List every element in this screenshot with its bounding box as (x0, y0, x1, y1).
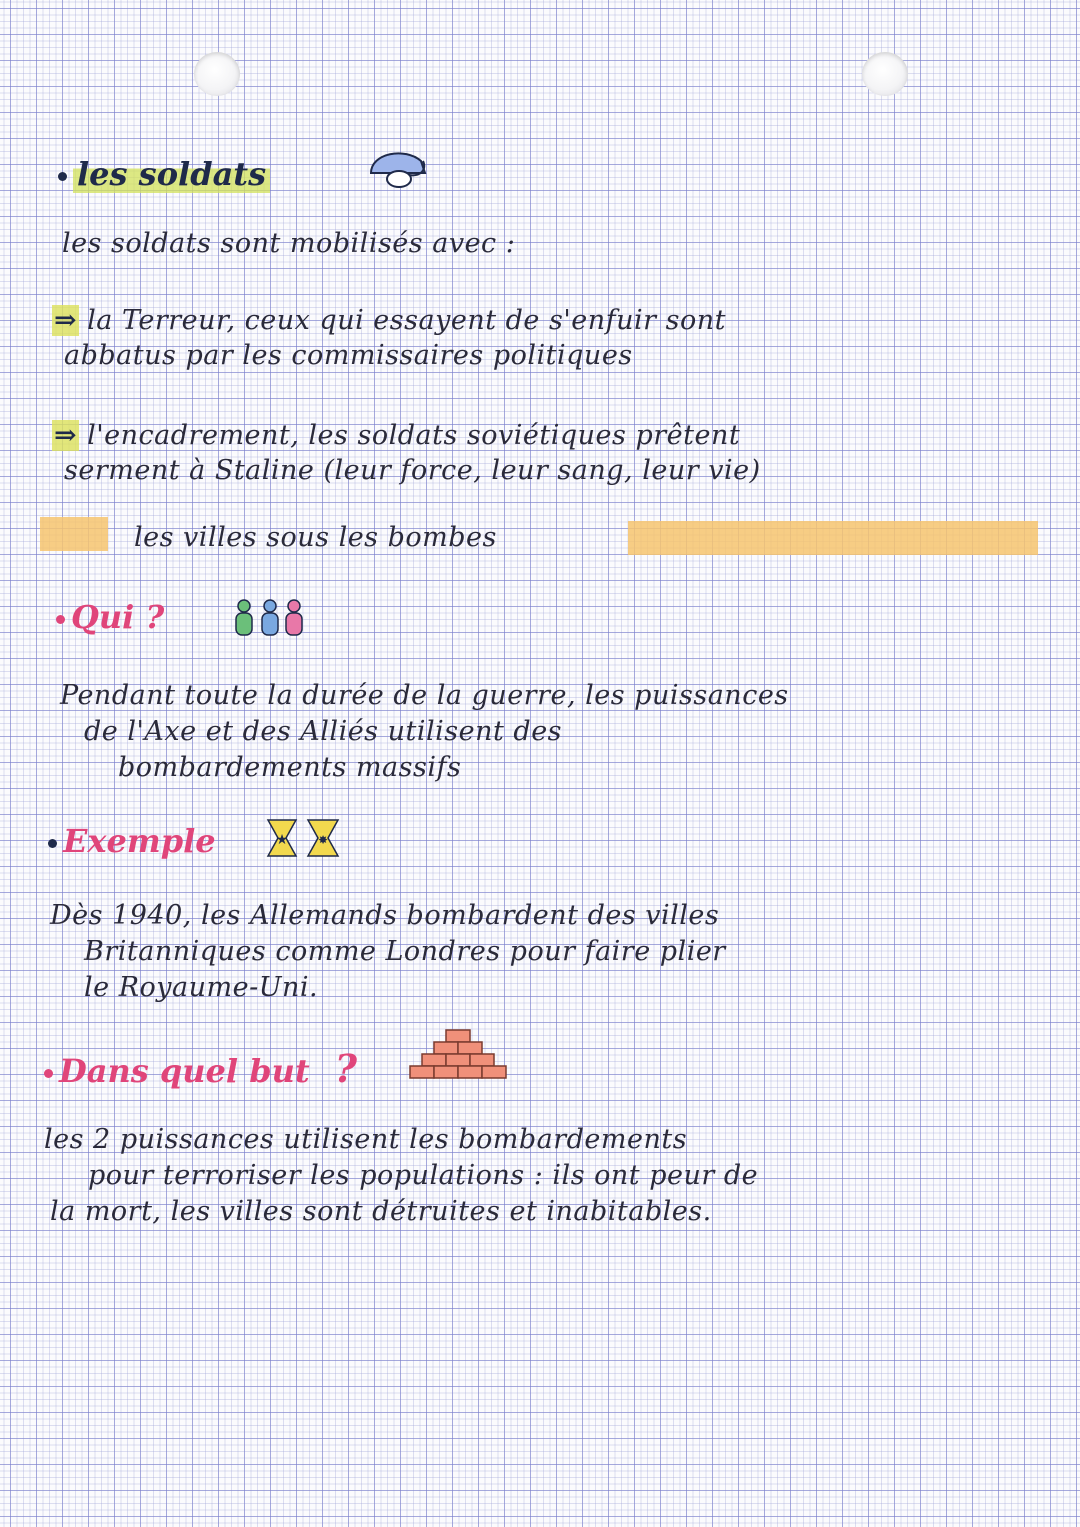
helmet-icon (365, 143, 435, 191)
bullet (56, 615, 65, 624)
qui-line-2: de l'Axe et des Alliés utilisent des (84, 716, 563, 747)
section-banner-villes: les villes sous les bombes (134, 522, 497, 553)
qui-line-1: Pendant toute la durée de la guerre, les puissances (60, 680, 789, 711)
point1-line1: la Terreur, ceux qui essayent de s'enfuir sont (87, 305, 726, 336)
binder-hole-right (862, 52, 908, 96)
heading-but-text: Dans quel but (59, 1052, 310, 1090)
exemple-line-3: le Royaume-Uni. (84, 972, 319, 1003)
bullet (58, 172, 67, 181)
binder-hole-left (194, 52, 240, 96)
banner-highlight-left (40, 517, 108, 551)
but-line-1: les 2 puissances utilisent les bombardements (44, 1124, 688, 1155)
flag-icon (266, 818, 346, 858)
arrow-icon: ⇒ (54, 305, 78, 336)
arrow-icon: ⇒ (54, 420, 78, 451)
banner-highlight-right (628, 521, 1038, 555)
svg-text:✸: ✸ (317, 833, 329, 847)
heading-qui-text: Qui ? (71, 598, 165, 636)
but-line-3: la mort, les villes sont détruites et inabitables. (50, 1196, 712, 1227)
qui-line-3: bombardements massifs (118, 752, 462, 783)
heading-soldats (58, 155, 270, 193)
question-mark: ? (334, 1046, 358, 1091)
people-icon (232, 598, 310, 638)
heading-soldats-text: les soldats (73, 155, 270, 193)
soldats-intro: les soldats sont mobilisés avec : (62, 228, 516, 259)
heading-exemple (48, 822, 216, 860)
soldats-point-2 (52, 420, 740, 451)
point2-line1: l'encadrement, les soldats soviétiques prêtent (87, 420, 741, 451)
soldats-point-1 (52, 305, 726, 336)
heading-qui (56, 598, 164, 636)
svg-text:★: ★ (275, 832, 289, 848)
bullet (44, 1069, 53, 1078)
soldats-point-2-cont: serment à Staline (leur force, leur sang, leur vie) (64, 455, 761, 486)
exemple-line-2: Britanniques comme Londres pour faire plier (84, 936, 726, 967)
heading-exemple-text: Exemple (63, 822, 216, 860)
bullet (48, 839, 57, 848)
heading-but (44, 1046, 357, 1091)
exemple-line-1: Dès 1940, les Allemands bombardent des villes (50, 900, 720, 931)
but-line-2: pour terroriser les populations : ils ont peur de (88, 1160, 759, 1191)
bricks-icon (408, 1026, 514, 1084)
soldats-point-1-cont: abbatus par les commissaires politiques (64, 340, 633, 371)
